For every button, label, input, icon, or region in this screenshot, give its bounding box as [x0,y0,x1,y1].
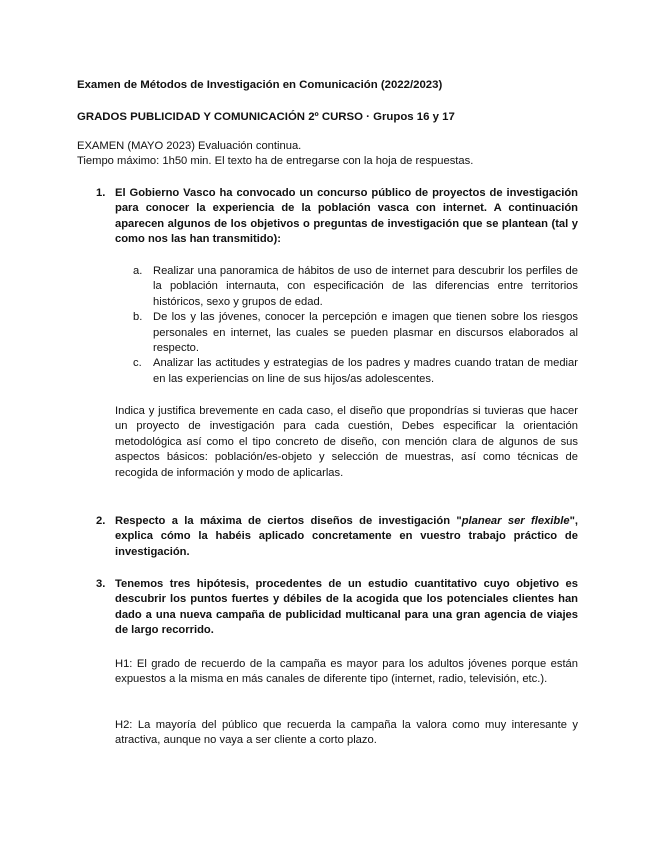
exam-period: EXAMEN (MAYO 2023) Evaluación continua. [77,140,302,152]
list-item-text: Analizar las actitudes y estrategias de los padres y madres cuando tratan de mediar en las experiencias on line de sus hijos/as adolescentes. [153,357,578,385]
list-item [133,264,578,310]
exam-intro [77,139,597,170]
list-letter: c. [133,357,142,370]
question-number: 2. [96,515,106,527]
question-3 [96,577,578,639]
question-text [115,514,578,560]
exam-time-limit: Tiempo máximo: 1h50 min. El texto ha de entregarse con la hoja de respuestas. [77,155,474,168]
list-item [133,356,578,387]
question-1-instruction: Indica y justifica brevemente en cada caso, el diseño que propondrías si tuvieras que hacer un proyecto de investigación para cada cuestión, Debes especificar la orientación metodológica así como el tipo concreto de diseño, con mención clara de algunos de sus aspectos básicos: población/es-objeto y selección de muestras, así como técnicas de recogida de información y modo de aplicarlas. [115,405,578,479]
exam-title: Examen de Métodos de Investigación en Comunicación (2022/2023) [77,79,443,91]
hypothesis-2: H2: La mayoría del público que recuerda la campaña la valora como muy interesante y atractiva, aunque no vaya a ser cliente a corto plazo. [115,719,578,747]
list-letter: a. [133,265,143,277]
objectives-list [133,264,578,387]
question-1 [96,186,578,248]
hypothesis-1: H1: El grado de recuerdo de la campaña es mayor para los adultos jóvenes porque están expuestos a la misma en más canales de diferente tipo (internet, radio, televisión, etc.). [115,658,578,686]
question-number: 1. [96,187,106,199]
question-text: El Gobierno Vasco ha convocado un concurso público de proyectos de investigación para conocer la experiencia de la población vasca con internet. A continuación aparecen algunos de los objetivos o preguntas de investigación que se plantean (tal y como nos las han transmitido): [115,187,578,246]
list-letter: b. [133,311,143,324]
exam-subtitle: GRADOS PUBLICIDAD Y COMUNICACIÓN 2º CURSO · Grupos 16 y 17 [77,111,455,123]
list-item-text: Realizar una panoramica de hábitos de uso de internet para descubrir los perfiles de la población internauta, con especificación de las diferencias entre territorios históricos, sexo y grupos de edad. [153,265,578,308]
question-text-part: Respecto a la máxima de ciertos diseños de investigación " [115,515,462,527]
list-item [133,310,578,356]
question-number: 3. [96,578,106,590]
emphasis-phrase: planear ser flexible [461,515,570,527]
question-text-part: ", explica cómo la habéis aplicado concretamente en vuestro trabajo práctico de investigación. [115,515,578,558]
list-item-text: De los y las jóvenes, conocer la percepción e imagen que tienen sobre los riesgos personales en internet, las cuales se pueden plasmar en discursos elaborados al respecto. [153,311,578,355]
question-2 [96,514,578,560]
question-text: Tenemos tres hipótesis, procedentes de un estudio cuantitativo cuyo objetivo es descubrir los puntos fuertes y débiles de la acogida que los potenciales clientes han dado a una nueva campaña de publicidad multicanal para una gran agencia de viajes de largo recorrido. [115,578,578,637]
